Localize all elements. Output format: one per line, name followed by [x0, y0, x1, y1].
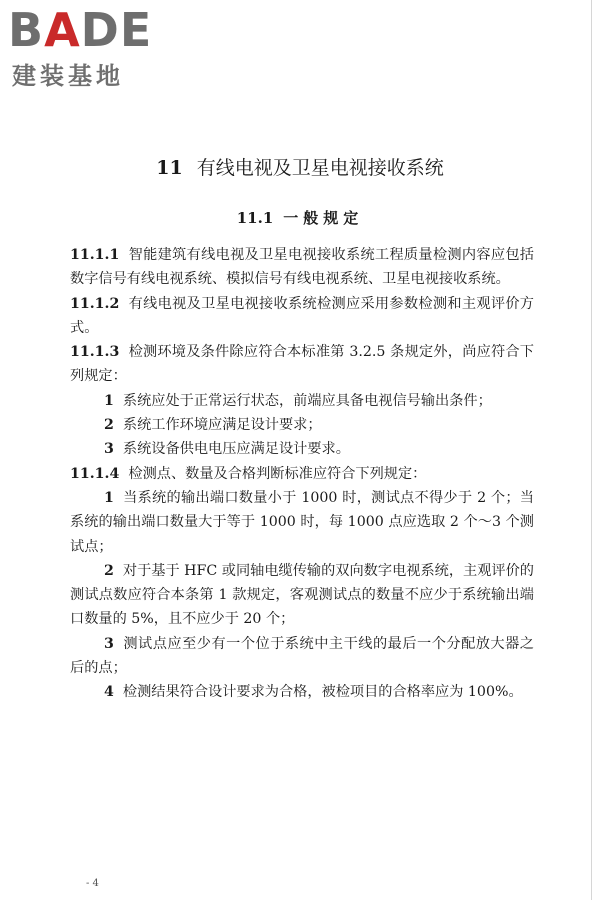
item-text: 系统设备供电电压应满足设计要求。	[122, 441, 350, 458]
item-text: 测试点应至少有一个位于系统中主干线的最后一个分配放大器之后的点；	[70, 635, 534, 677]
logo-letter: A	[44, 3, 81, 57]
logo-letter: B	[8, 3, 45, 57]
clause-number: 11.1.3	[70, 344, 120, 361]
clause-number: 11.1.4	[70, 465, 120, 482]
clause-11-1-2	[70, 292, 534, 341]
logo	[8, 3, 178, 96]
item-text: 系统应处于正常运行状态，前端应具备电视信号输出条件；	[122, 392, 492, 409]
item-text: 系统工作环境应满足设计要求；	[122, 417, 322, 434]
list-item	[70, 559, 534, 632]
clause-11-1-1	[70, 243, 534, 292]
item-number: 1	[104, 392, 114, 409]
item-text: 对于基于 HFC 或同轴电缆传输的双向数字电视系统，主观评价的测试点数应符合本条第 1 款规定，客观测试点的数量不应少于系统输出端口数量的 5%，且不应少于 20 个；	[70, 562, 534, 628]
section-number: 11.1	[236, 209, 274, 227]
logo-subtitle: 建装基地	[12, 62, 124, 90]
clause-number: 11.1.1	[70, 247, 120, 263]
list-item	[70, 680, 534, 704]
clause-text: 检测环境及条件除应符合本标准第 3.2.5 条规定外，尚应符合下列规定：	[70, 344, 534, 385]
section-title	[0, 207, 600, 229]
item-number: 2	[104, 417, 114, 434]
item-number: 4	[104, 684, 114, 701]
clause-text: 检测点、数量及合格判断标准应符合下列规定：	[128, 465, 427, 482]
clause-text: 有线电视及卫星电视接收系统检测应采用参数检测和主观评价方式。	[70, 295, 534, 336]
clause-number: 11.1.2	[70, 295, 120, 312]
logo-wordmark	[8, 3, 153, 57]
item-text: 检测结果符合设计要求为合格，被检项目的合格率应为 100%。	[122, 684, 523, 701]
list-item	[70, 486, 534, 559]
chapter-title-text: 有线电视及卫星电视接收系统	[196, 157, 444, 179]
chapter-title	[0, 155, 600, 181]
list-item	[70, 389, 534, 413]
list-item	[70, 437, 534, 461]
page-edge-line	[591, 0, 592, 900]
clause-list	[70, 243, 534, 705]
list-item	[70, 413, 534, 437]
item-number: 3	[104, 635, 114, 652]
item-number: 2	[104, 562, 114, 579]
clause-text: 智能建筑有线电视及卫星电视接收系统工程质量检测内容应包括数字信号有线电视系统、模拟信号有线电视系统、卫星电视接收系统。	[70, 247, 534, 288]
item-number: 3	[104, 441, 114, 458]
item-text: 当系统的输出端口数量小于 1000 时，测试点不得少于 2 个；当系统的输出端口数量大于等于 1000 时，每 1000 点应选取 2 个～3 个测试点；	[70, 489, 534, 555]
logo-letter: E	[119, 3, 153, 57]
logo-letter: D	[80, 3, 120, 57]
chapter-number: 11	[156, 157, 183, 179]
page-number: - 4	[86, 878, 99, 889]
section-title-text: 一般规定	[283, 209, 364, 227]
item-number: 1	[104, 489, 114, 506]
clause-11-1-3	[70, 340, 534, 389]
clause-11-1-4	[70, 462, 534, 486]
list-item	[70, 632, 534, 681]
